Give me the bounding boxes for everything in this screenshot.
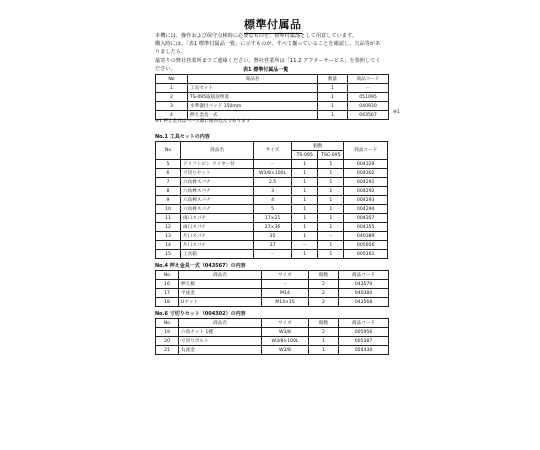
col-header: 商品コード	[339, 271, 389, 280]
cell-size: W3/8	[262, 346, 309, 355]
cell-qty-ts095: 1	[292, 160, 318, 169]
table-row	[156, 205, 388, 214]
cell-qty-tsc095: 1	[318, 160, 344, 169]
cell-size: 37	[254, 241, 292, 250]
col-header: 商品名	[179, 271, 262, 280]
cell-name: 押え板	[179, 280, 262, 289]
cell-code: 043570	[339, 280, 389, 289]
col-header: サイズ	[254, 142, 292, 160]
cell-qty: 1	[318, 102, 348, 111]
cell-code: 004329	[344, 160, 388, 169]
page-title: 標準付属品	[244, 16, 302, 34]
table-row	[156, 223, 388, 232]
col-header: サイズ	[262, 319, 309, 328]
cell-name: 両口スパナ	[181, 214, 254, 223]
cell-size: －	[254, 160, 292, 169]
cell-code: 005161	[344, 250, 388, 259]
cell-qty-ts095: 1	[292, 196, 318, 205]
table2-caption: No.1 工具セットの内容	[155, 134, 210, 140]
cell-code: 005387	[339, 337, 389, 346]
table-row	[156, 241, 388, 250]
footnote-mark: ※1	[393, 110, 400, 115]
cell-qty-tsc095: 1	[318, 169, 344, 178]
cell-code: 051095	[348, 93, 389, 102]
table-row	[156, 232, 388, 241]
cell-size: 17×21	[254, 214, 292, 223]
table4-caption: No.6 寸切りセット（004302）の内容	[155, 311, 246, 317]
cell-name: 工具箱	[181, 250, 254, 259]
cell-code: 004294	[344, 205, 388, 214]
cell-code: 040389	[344, 232, 388, 241]
cell-no: 20	[156, 337, 179, 346]
table-row	[156, 93, 389, 102]
cell-size: 4	[254, 196, 292, 205]
tool-set-table	[155, 141, 388, 259]
cell-qty: 1	[318, 111, 348, 120]
cell-code: 004302	[344, 169, 388, 178]
cell-code: 043568	[339, 298, 389, 307]
cell-code: 040930	[348, 102, 389, 111]
cell-qty: 2	[309, 280, 339, 289]
col-header: 商品コード	[339, 319, 389, 328]
col-header: 商品名	[188, 75, 318, 84]
cell-qty: 2	[309, 328, 339, 337]
cell-no: 3	[156, 102, 188, 111]
col-header: 商品コード	[348, 75, 389, 84]
col-header: 商品名	[181, 142, 254, 160]
cell-qty-tsc095: 1	[318, 250, 344, 259]
col-header: サイズ	[262, 271, 309, 280]
cell-no: 17	[156, 289, 179, 298]
col-header: 個数	[292, 142, 344, 151]
cell-no: 15	[156, 250, 181, 259]
cell-name: 水準器付パッド 150mm	[188, 102, 318, 111]
cell-name: 六角棒スパナ	[181, 178, 254, 187]
cell-no: 14	[156, 241, 181, 250]
cell-name: 片口スパナ	[181, 232, 254, 241]
cell-qty-ts095: 1	[292, 178, 318, 187]
cell-name: 平座金	[179, 289, 262, 298]
cell-name: 六角ナット 1種	[179, 328, 262, 337]
table-header-row	[156, 142, 388, 151]
cell-qty-tsc095: 1	[318, 223, 344, 232]
cell-size: M14×15	[262, 298, 309, 307]
cell-no: 2	[156, 93, 188, 102]
cell-code: 040380	[339, 289, 389, 298]
cell-qty-ts095: 1	[292, 187, 318, 196]
cell-qty-tsc095: 1	[318, 205, 344, 214]
cell-no: 21	[156, 346, 179, 355]
cell-qty-tsc095: 1	[318, 178, 344, 187]
table-row	[156, 346, 389, 355]
cell-name: 寸切りボルト	[179, 337, 262, 346]
cell-no: 16	[156, 280, 179, 289]
cell-name: 六角棒スパナ	[181, 187, 254, 196]
cell-size: W3/8×100L	[254, 169, 292, 178]
col-header: 数量	[318, 75, 348, 84]
table-row	[156, 178, 388, 187]
table1-caption: 表1 標準付属品一覧	[243, 67, 289, 73]
cell-size: 35	[254, 232, 292, 241]
cell-no: 8	[156, 187, 181, 196]
table-header-row	[156, 319, 389, 328]
cell-name: 両口スパナ	[181, 223, 254, 232]
cell-qty-tsc095: 1	[318, 187, 344, 196]
col-subheader: TS-095	[292, 151, 318, 160]
table-row	[156, 250, 388, 259]
cell-size: 3	[254, 187, 292, 196]
cell-no: 7	[156, 178, 181, 187]
col-header: 個数	[309, 271, 339, 280]
cell-name: 工具セット	[188, 84, 318, 93]
table-row	[156, 102, 389, 111]
cell-qty-ts095: 1	[292, 205, 318, 214]
cell-no: 5	[156, 160, 181, 169]
col-header: No	[156, 319, 179, 328]
table-row	[156, 160, 388, 169]
cell-name: 丸座金	[179, 346, 262, 355]
cell-qty-ts095: 1	[292, 169, 318, 178]
cell-name: 六角棒スパナ	[181, 196, 254, 205]
intro-line: 本機には、操作および保守点検時に必要なものを、標準付属品として用意しています。	[155, 33, 357, 39]
col-subheader: TSC-095	[318, 151, 344, 160]
cell-name: TS-095取扱説明書	[188, 93, 318, 102]
cell-name: 寸切りセット	[181, 169, 254, 178]
cell-name: ドリフトピン ワイヤー付	[181, 160, 254, 169]
standard-accessories-table	[155, 74, 389, 120]
cell-qty: 2	[309, 298, 339, 307]
cell-code: 004292	[344, 187, 388, 196]
table-row	[156, 298, 389, 307]
cell-qty-ts095: 1	[292, 223, 318, 232]
cell-qty: 1	[309, 346, 339, 355]
cell-name: 六角棒スパナ	[181, 205, 254, 214]
cell-size: 27×36	[254, 223, 292, 232]
cell-no: 13	[156, 232, 181, 241]
cell-size: W3/8	[262, 328, 309, 337]
cell-qty-ts095: －	[292, 241, 318, 250]
cell-qty: 1	[309, 337, 339, 346]
table1-footnote: ※1 押え金具はベース部に組み込んであります	[155, 119, 251, 124]
cell-qty-tsc095: －	[318, 232, 344, 241]
cell-no: 11	[156, 214, 181, 223]
cell-no: 18	[156, 298, 179, 307]
table-row	[156, 169, 388, 178]
cell-code: 004291	[344, 178, 388, 187]
table-row	[156, 214, 388, 223]
cell-qty-tsc095: 1	[318, 241, 344, 250]
cell-code: 004430	[339, 346, 389, 355]
col-header: No	[156, 271, 179, 280]
cell-name: 片口スパナ	[181, 241, 254, 250]
cell-code: 004357	[344, 214, 388, 223]
clamp-set-table	[155, 270, 389, 307]
cell-no: 12	[156, 223, 181, 232]
cell-code: 004293	[344, 196, 388, 205]
cell-size: －	[262, 280, 309, 289]
cell-qty-ts095: 1	[292, 232, 318, 241]
col-header: 商品名	[179, 319, 262, 328]
table-row	[156, 280, 389, 289]
cell-no: 9	[156, 196, 181, 205]
cell-size: M14	[262, 289, 309, 298]
cell-code: 005956	[339, 328, 389, 337]
table-row	[156, 337, 389, 346]
cell-no: 19	[156, 328, 179, 337]
cell-size: －	[254, 250, 292, 259]
cell-qty-ts095: 1	[292, 250, 318, 259]
cell-code: 004355	[344, 223, 388, 232]
table-header-row	[156, 75, 389, 84]
cell-size: W3/8×100L	[262, 337, 309, 346]
cell-size: 5	[254, 205, 292, 214]
cell-no: 1	[156, 84, 188, 93]
cell-qty: 1	[318, 84, 348, 93]
threaded-rod-set-table	[155, 318, 389, 355]
cell-no: 10	[156, 205, 181, 214]
col-header: No	[156, 75, 188, 84]
cell-qty-tsc095: 1	[318, 196, 344, 205]
cell-name: 押え金具一式	[188, 111, 318, 120]
intro-line: 最寄りの弊社営業所までご連絡ください。弊社営業所は「11.2 アフターサービス」を参照してください。	[155, 57, 381, 72]
cell-qty-ts095: 1	[292, 214, 318, 223]
cell-qty: 2	[309, 289, 339, 298]
table-row	[156, 84, 389, 93]
cell-code: －	[348, 84, 389, 93]
cell-code: 043567	[348, 111, 389, 120]
table-row	[156, 328, 389, 337]
cell-name: Uナット	[179, 298, 262, 307]
table-header-row	[156, 271, 389, 280]
cell-qty-tsc095: 1	[318, 214, 344, 223]
cell-no: 4	[156, 111, 188, 120]
col-header: 商品コード	[344, 142, 388, 160]
table-row	[156, 187, 388, 196]
table3-caption: No.4 押え金具一式（043567）の内容	[155, 263, 246, 269]
table-row	[156, 289, 389, 298]
cell-size: 2.5	[254, 178, 292, 187]
cell-qty: 1	[318, 93, 348, 102]
table-row	[156, 196, 388, 205]
intro-line: 購入時には、「表1 標準付属品一覧」に示すものが、すべて揃っていることを確認し、欠品等がありましたら、	[155, 41, 381, 56]
cell-code: 005956	[344, 241, 388, 250]
col-header: No	[156, 142, 181, 160]
cell-no: 6	[156, 169, 181, 178]
col-header: 個数	[309, 319, 339, 328]
